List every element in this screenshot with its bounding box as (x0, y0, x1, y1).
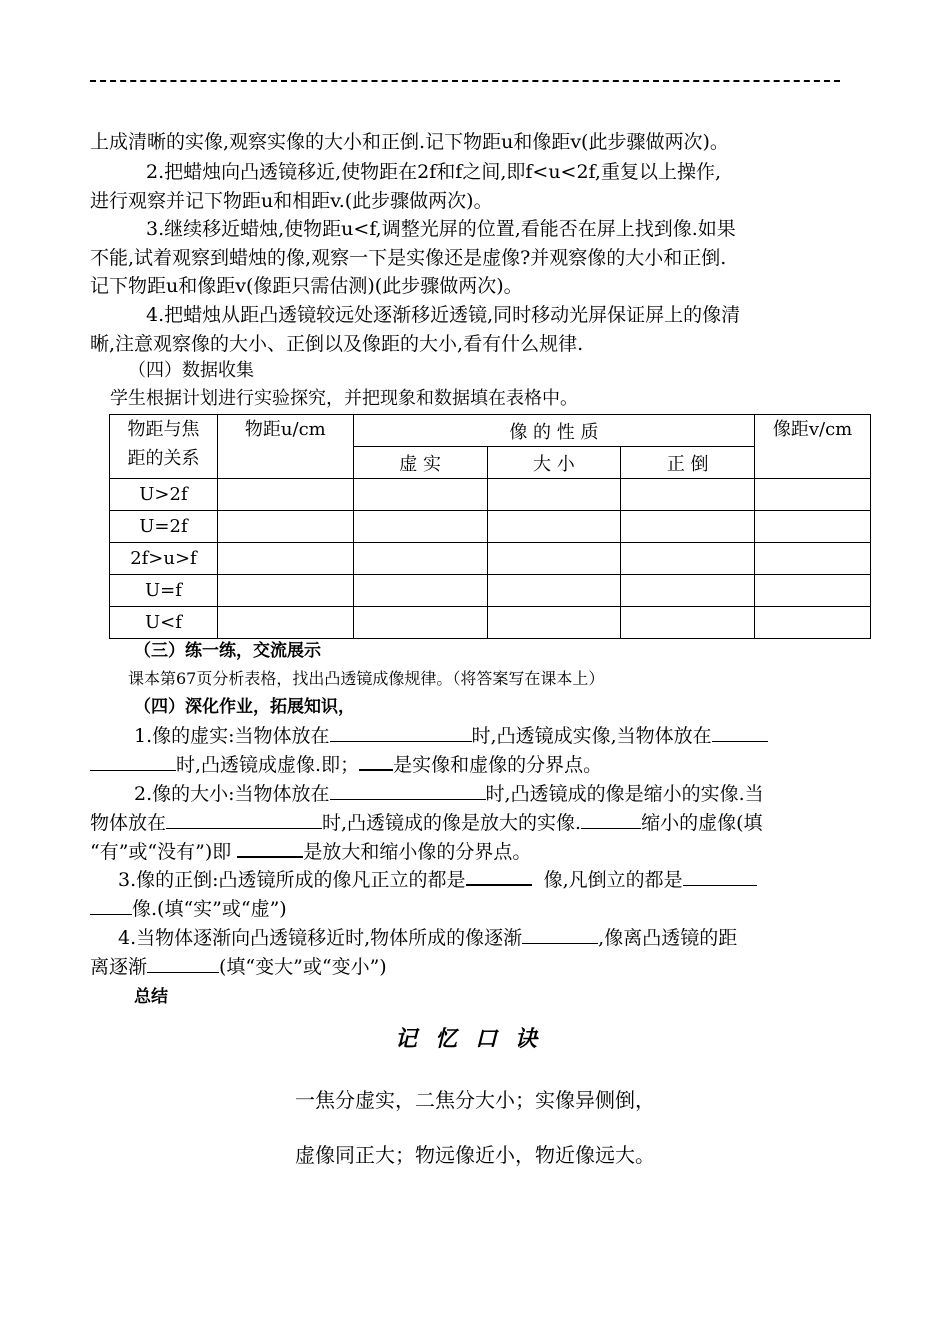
question-2-text-e: 缩小的虚像(填 (641, 812, 763, 834)
question-2-text-d: 时,凸透镜成的像是放大的实像. (322, 812, 582, 834)
table-row (110, 479, 871, 511)
table-cell[interactable] (621, 607, 755, 639)
practice-heading: （三）练一练，交流展示 (134, 641, 321, 661)
question-4-text-d: (填“变大”或“变小”) (219, 956, 387, 978)
mnemonic-line-2: 虚像同正大；物远像近小，物近像远大。 (295, 1143, 655, 1167)
question-2-text-c: 物体放在 (90, 812, 167, 834)
question-3-line-1 (118, 866, 757, 895)
table-row (110, 543, 871, 575)
row-label: 2f>u>f (110, 543, 218, 575)
table-cell[interactable] (353, 543, 487, 575)
subheader-real-virtual: 虚 实 (353, 447, 487, 479)
question-4-line-2 (90, 953, 387, 982)
question-2-line-3 (90, 838, 531, 867)
question-4-line-1 (118, 924, 737, 953)
table-cell[interactable] (755, 575, 871, 607)
step-3-line-3: 记下物距u和像距v(像距只需估测)(此步骤做两次)。 (90, 275, 523, 297)
row-label: U>2f (110, 479, 218, 511)
data-collection-intro: 学生根据计划进行实验探究，并把现象和数据填在表格中。 (110, 388, 578, 409)
header-relation-line-2: 距的关系 (127, 448, 200, 469)
question-3-line-2 (90, 895, 287, 924)
question-2-text-g: 是放大和缩小像的分界点。 (303, 841, 532, 863)
table-cell[interactable] (487, 543, 621, 575)
table-row (110, 607, 871, 639)
table-cell[interactable] (755, 511, 871, 543)
table-cell[interactable] (353, 479, 487, 511)
question-1-line-2 (90, 751, 602, 780)
header-image-nature: 像 的 性 质 (353, 415, 754, 447)
table-cell[interactable] (755, 607, 871, 639)
step-3-line-1: 3.继续移近蜡烛,使物距u<f,调整光屏的位置,看能否在屏上找到像.如果 (146, 218, 736, 240)
answer-blank[interactable] (90, 752, 176, 771)
question-1-text-b: 时,凸透镜成实像,当物体放在 (471, 725, 712, 747)
question-1-text-a: 1.像的虚实:当物体放在 (134, 725, 330, 747)
step-4-line-2: 晰,注意观察像的大小、正倒以及像距的大小,看有什么规律. (90, 333, 584, 355)
question-3-text-b: 像,凡倒立的都是 (543, 869, 683, 891)
answer-blank[interactable] (466, 866, 532, 886)
answer-blank[interactable] (147, 954, 219, 973)
answer-blank[interactable] (237, 838, 303, 858)
question-3-text-a: 3.像的正倒:凸透镜所成的像凡正立的都是 (118, 869, 466, 891)
table-cell[interactable] (487, 575, 621, 607)
table-cell[interactable] (487, 607, 621, 639)
table-cell[interactable] (217, 575, 353, 607)
answer-blank[interactable] (330, 723, 472, 742)
header-relation-line-1: 物距与焦 (127, 419, 200, 440)
table-row (110, 511, 871, 543)
header-image-distance: 像距v/cm (755, 415, 871, 479)
mnemonic-title: 记忆口诀 (394, 1027, 555, 1052)
row-label: U=2f (110, 511, 218, 543)
question-3-text-c: 像.(填“实”或“虚”) (132, 898, 287, 920)
table-cell[interactable] (353, 607, 487, 639)
table-cell[interactable] (487, 479, 621, 511)
table-cell[interactable] (353, 511, 487, 543)
header-object-distance: 物距u/cm (217, 415, 353, 479)
table-cell[interactable] (487, 511, 621, 543)
question-4-text-c: 离逐渐 (90, 956, 148, 978)
question-2-line-1 (134, 780, 764, 809)
answer-blank[interactable] (581, 810, 641, 829)
table-cell[interactable] (217, 511, 353, 543)
table-cell[interactable] (217, 607, 353, 639)
data-table (109, 414, 871, 639)
step-3-line-2: 不能,试着观察到蜡烛的像,观察一下是实像还是虚像?并观察像的大小和正倒. (90, 247, 727, 269)
header-relation (110, 415, 218, 479)
answer-blank[interactable] (712, 723, 768, 742)
table-cell[interactable] (755, 479, 871, 511)
data-collection-heading: （四）数据收集 (128, 360, 254, 381)
answer-blank[interactable] (522, 925, 598, 944)
question-1-text-c: 时,凸透镜成虚像.即； (176, 754, 360, 776)
step-1-tail: 上成清晰的实像,观察实像的大小和正倒.记下物距u和像距v(此步骤做两次)。 (90, 131, 729, 153)
answer-blank[interactable] (166, 810, 322, 829)
table-cell[interactable] (217, 479, 353, 511)
summary-heading: 总结 (134, 987, 168, 1007)
table-cell[interactable] (217, 543, 353, 575)
table-cell[interactable] (621, 575, 755, 607)
homework-heading: （四）深化作业，拓展知识， (134, 697, 355, 717)
question-4-text-a: 4.当物体逐渐向凸透镜移近时,物体所成的像逐渐 (118, 927, 523, 949)
question-1-line-1 (134, 722, 768, 751)
row-label: U=f (110, 575, 218, 607)
dashed-divider (90, 80, 840, 82)
question-2-line-2 (90, 809, 763, 838)
table-cell[interactable] (621, 543, 755, 575)
mnemonic-line-1: 一焦分虚实，二焦分大小；实像异侧倒， (295, 1088, 655, 1112)
subheader-size: 大 小 (487, 447, 621, 479)
table-cell[interactable] (353, 575, 487, 607)
question-4-text-b: ,像离凸透镜的距 (598, 927, 738, 949)
question-2-text-b: 时,凸透镜成的像是缩小的实像.当 (485, 783, 764, 805)
table-cell[interactable] (755, 543, 871, 575)
answer-blank[interactable] (90, 896, 132, 915)
answer-blank[interactable] (330, 781, 486, 800)
step-2-line-2: 进行观察并记下物距u和相距v.(此步骤做两次)。 (90, 190, 493, 212)
practice-text: 课本第67页分析表格，找出凸透镜成像规律。（将答案写在课本上） (128, 669, 605, 688)
question-2-text-f: “有”或“没有”)即 (90, 841, 232, 863)
question-1-text-d: 是实像和虚像的分界点。 (393, 754, 603, 776)
table-cell[interactable] (621, 511, 755, 543)
question-2-text-a: 2.像的大小:当物体放在 (134, 783, 330, 805)
table-row (110, 575, 871, 607)
step-2-line-1: 2.把蜡烛向凸透镜移近,使物距在2f和f之间,即f<u<2f,重复以上操作, (146, 161, 721, 183)
answer-blank[interactable] (683, 867, 757, 886)
step-4-line-1: 4.把蜡烛从距凸透镜较远处逐渐移近透镜,同时移动光屏保证屏上的像清 (146, 304, 741, 326)
subheader-orientation: 正 倒 (621, 447, 755, 479)
answer-blank[interactable] (359, 751, 393, 771)
row-label: U<f (110, 607, 218, 639)
table-cell[interactable] (621, 479, 755, 511)
